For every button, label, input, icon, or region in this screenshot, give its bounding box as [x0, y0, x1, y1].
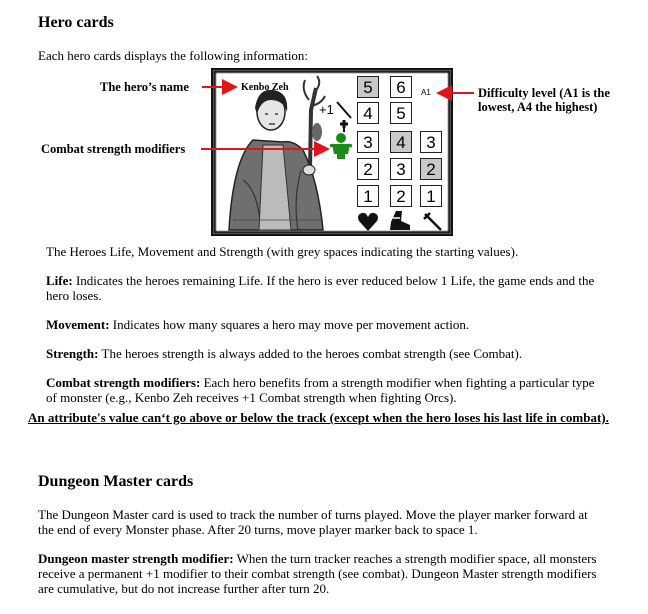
csm-label: Combat strength modifiers:: [46, 375, 201, 390]
strength-cell: 1: [420, 185, 442, 207]
attribute-rule: An attribute's value can‘t go above or below the track (except when the hero loses his last life in combat).: [28, 410, 609, 425]
movement-description: [46, 317, 469, 332]
life-cell: 4: [357, 102, 379, 124]
dm-text-line1: The Dungeon Master card is used to track the number of turns played. Move the player marker forward at: [38, 507, 588, 522]
dm-modifier-line2: receive a permanent +1 modifier to their combat strength (see combat). Dungeon Master strength modifiers: [38, 566, 597, 581]
life-text: Indicates the heroes remaining Life. If the hero is ever reduced below 1 Life, the game ends and the: [72, 273, 595, 288]
dm-modifier-text: When the turn tracker reaches a strength modifier space, all monsters: [233, 551, 597, 566]
hero-card-name: Kenbo Zeh: [241, 82, 289, 93]
strength-text: The heroes strength is always added to the heroes combat strength (see Combat).: [98, 346, 523, 361]
movement-cell: 2: [390, 185, 412, 207]
section-heading-hero-cards: Hero cards: [38, 14, 114, 31]
csm-description-line1: [46, 375, 595, 390]
strength-cell: 2: [420, 158, 442, 180]
life-cell: 3: [357, 131, 379, 153]
dm-modifier-line1: [38, 551, 597, 566]
movement-cell: 6: [390, 76, 412, 98]
csm-text: Each hero benefits from a strength modifier when fighting a particular type: [200, 375, 595, 390]
hero-intro: Each hero cards displays the following information:: [38, 48, 309, 63]
annotation-difficulty-line2: lowest, A4 the highest): [478, 100, 598, 114]
csm-description-line2: of monster (e.g., Kenbo Zeh receives +1 Combat strength when fighting Orcs).: [46, 390, 457, 405]
life-cell: 1: [357, 185, 379, 207]
annotation-difficulty-line1: Difficulty level (A1 is the: [478, 86, 610, 100]
dm-modifier-line3: are cumulative, but do not increase further after turn 20.: [38, 581, 330, 596]
strength-description: [46, 346, 522, 361]
movement-cell: 3: [390, 158, 412, 180]
section-heading-dungeon-master: Dungeon Master cards: [38, 473, 194, 490]
annotation-hero-name: The hero’s name: [100, 80, 189, 94]
movement-text: Indicates how many squares a hero may move per movement action.: [109, 317, 470, 332]
hero-card-modifier: +1: [319, 102, 334, 117]
annotation-arrows: [0, 0, 648, 240]
life-label: Life:: [46, 273, 73, 288]
movement-cell: 5: [390, 102, 412, 124]
movement-label: Movement:: [46, 317, 110, 332]
movement-cell: 4: [390, 131, 412, 153]
hero-card-difficulty: A1: [421, 88, 431, 97]
dm-modifier-label: Dungeon master strength modifier:: [38, 551, 234, 566]
life-cell: 2: [357, 158, 379, 180]
strength-label: Strength:: [46, 346, 99, 361]
annotation-combat-modifiers: Combat strength modifiers: [41, 142, 186, 156]
dm-text-line2: the end of every Monster phase. After 20 turns, move player marker back to space 1.: [38, 522, 478, 537]
life-description-line1: [46, 273, 594, 288]
life-description-line2: hero loses.: [46, 288, 102, 303]
strength-cell: 3: [420, 131, 442, 153]
card-caption: The Heroes Life, Movement and Strength (with grey spaces indicating the starting values).: [46, 244, 519, 259]
life-cell: 5: [357, 76, 379, 98]
